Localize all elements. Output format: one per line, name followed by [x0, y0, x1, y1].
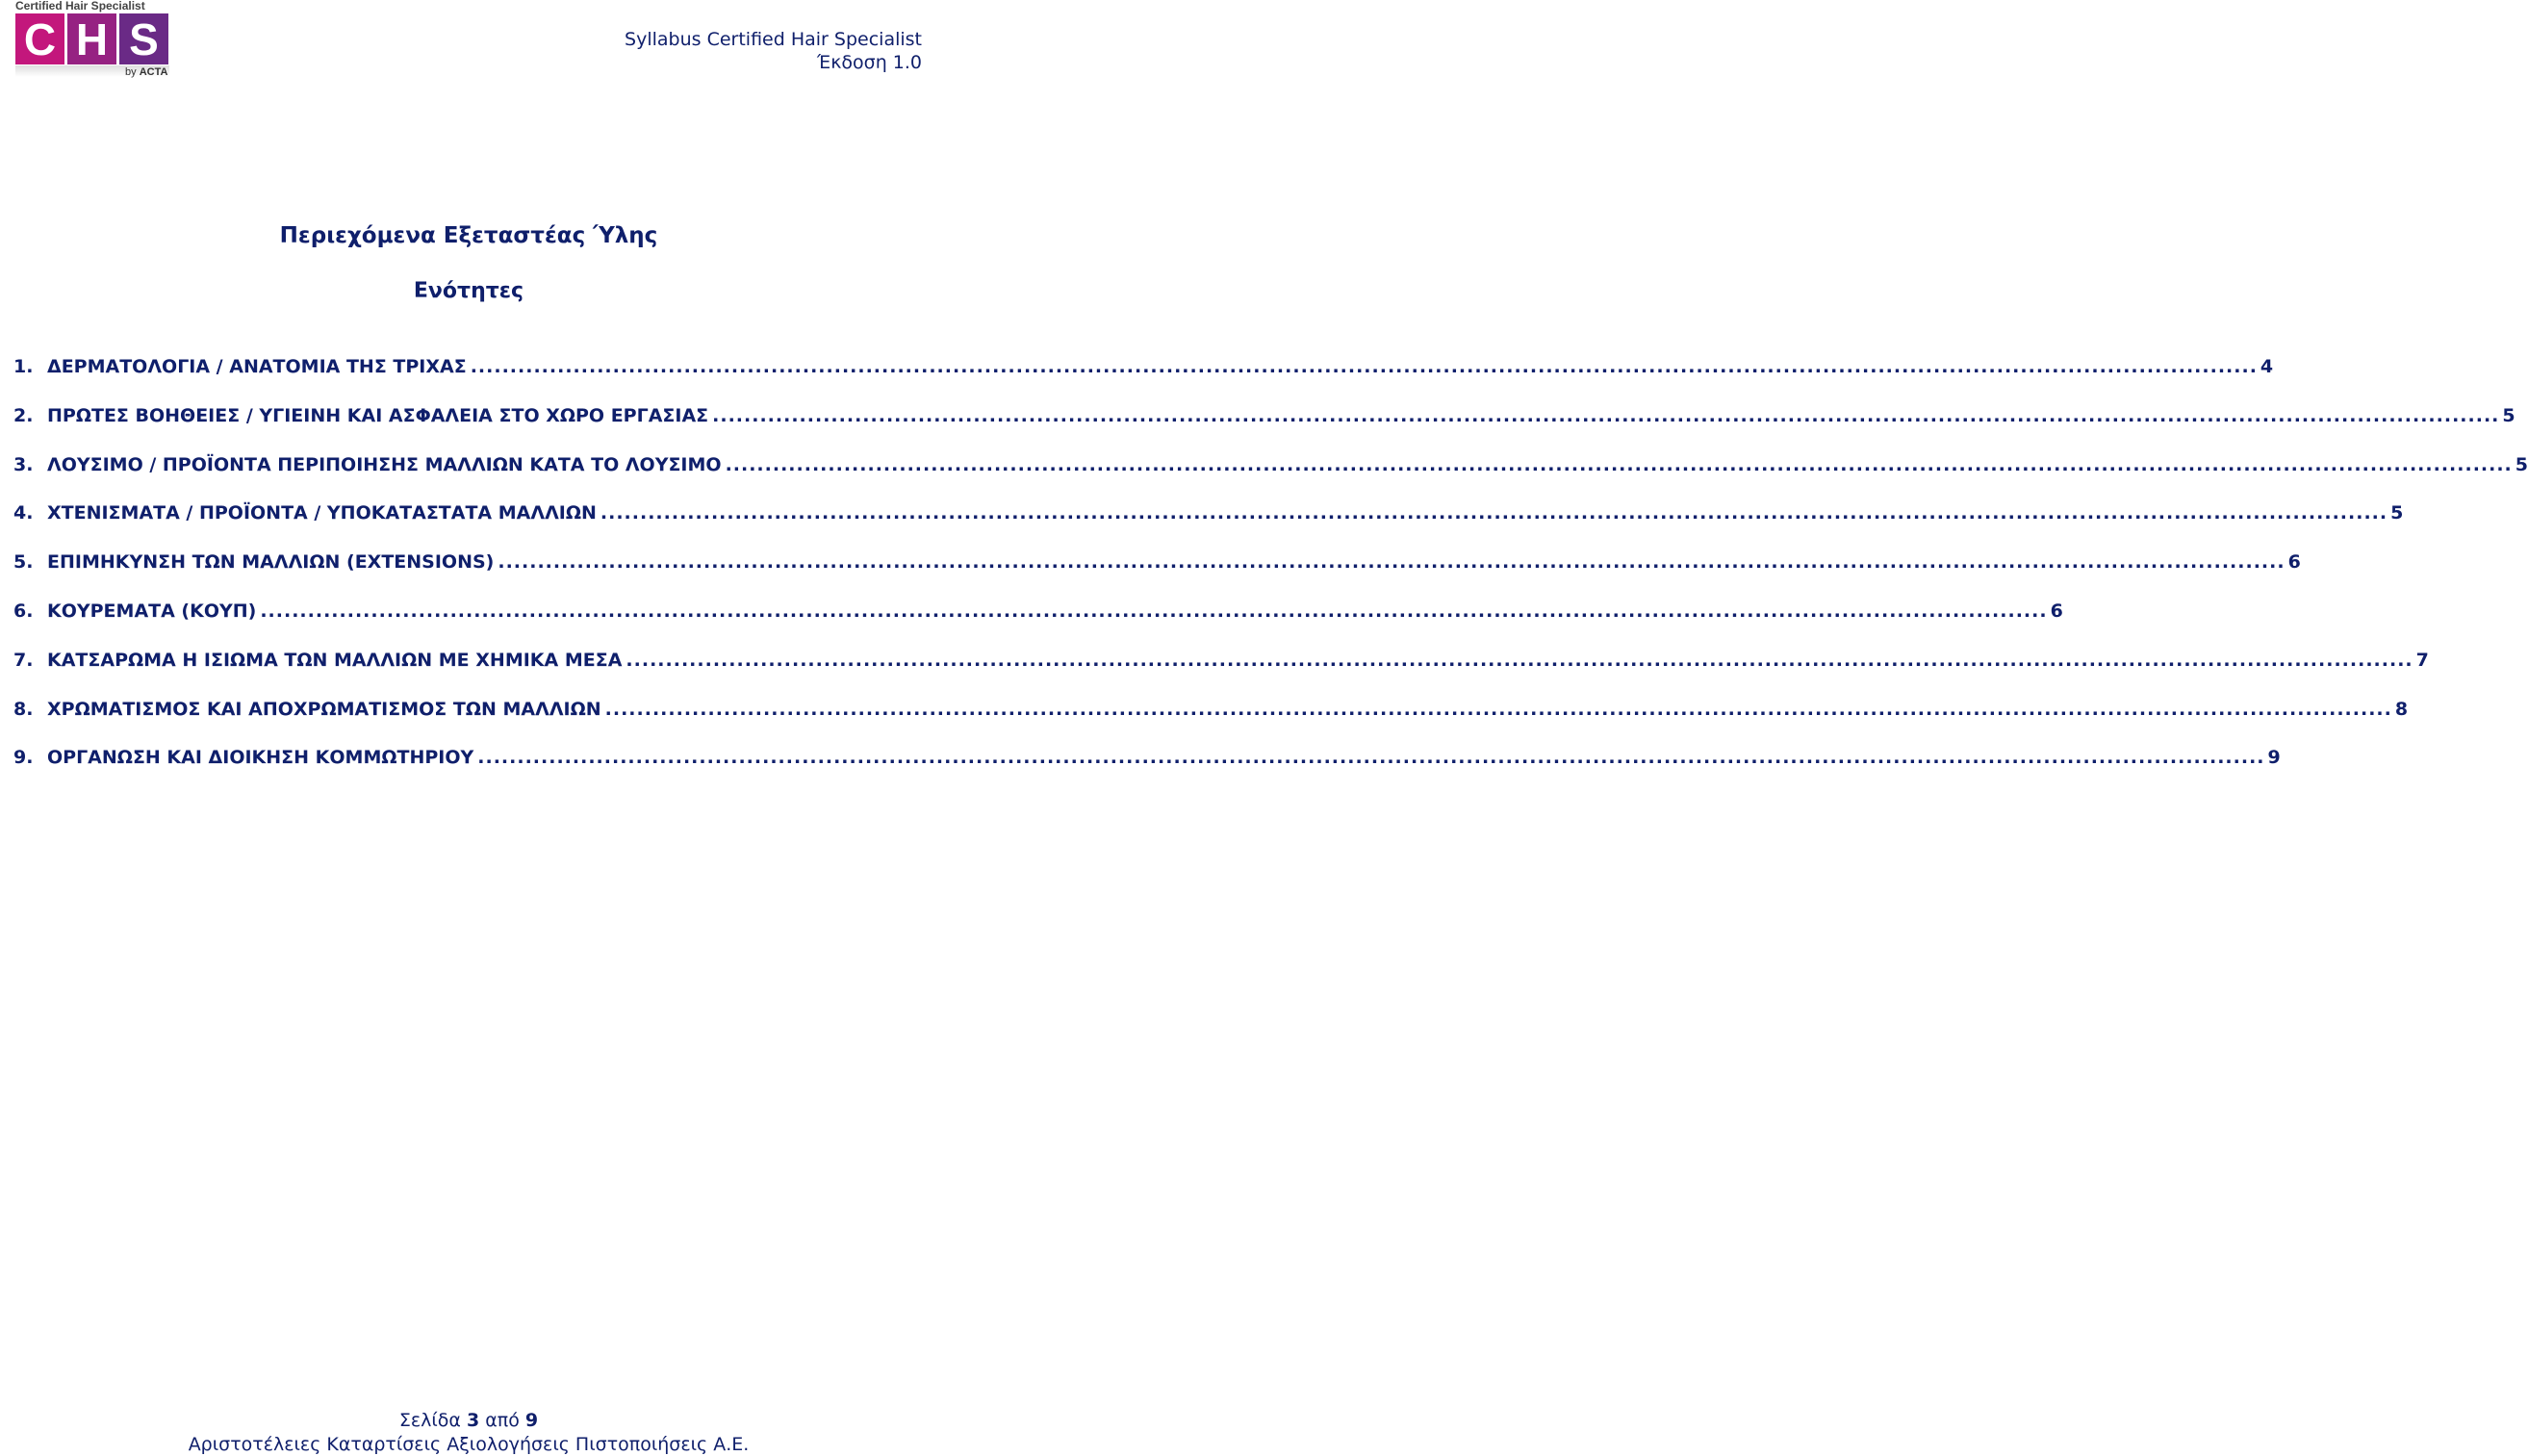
toc-entry-title: ΚΟΥΡΕΜΑΤΑ (ΚΟΥΠ) [47, 600, 257, 622]
page-title: Περιεχόμενα Εξεταστέας Ύλης [279, 223, 658, 248]
toc-dot-leader [498, 551, 2285, 573]
toc-dot-leader [712, 405, 2499, 426]
toc-entry-title: ΕΠΙΜΗΚΥΝΣΗ ΤΩΝ ΜΑΛΛΙΩΝ (EXTENSIONS) [47, 551, 495, 574]
toc-entry-page: 5 [2502, 404, 2515, 426]
page-number-total: 9 [524, 1410, 539, 1431]
toc-entry-1[interactable] [13, 356, 2274, 405]
page-number-current: 3 [467, 1410, 480, 1431]
toc-dot-leader [477, 747, 2264, 768]
toc-entry-page: 5 [2390, 502, 2404, 524]
page-number-prefix: Σελίδα [398, 1410, 461, 1431]
toc-entry-number: 2. [13, 404, 34, 426]
toc-entry-title: ΧΤΕΝΙΣΜΑΤΑ / ΠΡΟΪΟΝΤΑ / ΥΠΟΚΑΤΑΣΤΑΤΑ ΜΑΛΛΙΩΝ [47, 502, 597, 524]
toc-entry-3[interactable] [13, 453, 2528, 503]
header-version: Έκδοση 1.0 [817, 52, 922, 73]
toc-entry-title: ΠΡΩΤΕΣ ΒΟΗΘΕΙΕΣ / ΥΓΙΕΙΝΗ ΚΑΙ ΑΣΦΑΛΕΙΑ ΣΤΟ ΧΩΡΟ ΕΡΓΑΣΙΑΣ [47, 404, 709, 426]
toc-dot-leader [726, 454, 2513, 475]
logo-caption: Certified Hair Specialist [15, 0, 145, 13]
toc-entry-9[interactable] [13, 747, 2281, 796]
toc-dot-leader [471, 356, 2258, 377]
section-subtitle: Ενότητες [413, 279, 524, 303]
footer-company: Αριστοτέλειες Καταρτίσεις Αξιολογήσεις Πιστοποιήσεις Α.Ε. [188, 1434, 750, 1455]
toc-entry-2[interactable] [13, 404, 2515, 454]
chs-logo [15, 0, 175, 81]
toc-entry-4[interactable] [13, 502, 2404, 551]
toc-entry-title: ΛΟΥΣΙΜΟ / ΠΡΟΪΟΝΤΑ ΠΕΡΙΠΟΙΗΣΗΣ ΜΑΛΛΙΩΝ ΚΑΤΑ ΤΟ ΛΟΥΣΙΜΟ [47, 453, 722, 475]
toc-entry-page: 5 [2515, 453, 2528, 475]
toc-entry-number: 5. [13, 551, 34, 574]
toc-entry-number: 6. [13, 600, 34, 622]
toc-entry-5[interactable] [13, 551, 2301, 600]
logo-letter-s: S [119, 13, 168, 64]
toc-entry-number: 1. [13, 356, 34, 377]
logo-by-brand: ACTA [139, 66, 168, 78]
logo-letters [15, 13, 168, 64]
toc-entry-page: 6 [2050, 600, 2063, 622]
toc-entry-number: 9. [13, 747, 34, 769]
toc-entry-page: 4 [2260, 356, 2274, 377]
toc-entry-page: 9 [2267, 747, 2281, 769]
header-syllabus-title: Syllabus Certified Hair Specialist [625, 29, 922, 50]
toc-entry-page: 8 [2394, 698, 2409, 720]
page-number [0, 1410, 937, 1431]
toc-entry-number: 7. [13, 649, 34, 671]
toc-entry-title: ΟΡΓΑΝΩΣΗ ΚΑΙ ΔΙΟΙΚΗΣΗ ΚΟΜΜΩΤΗΡΙΟΥ [47, 747, 474, 769]
toc-dot-leader [626, 650, 2413, 671]
document-header [625, 28, 922, 74]
toc-entry-7[interactable] [13, 649, 2429, 699]
toc-entry-title: ΔΕΡΜΑΤΟΛΟΓΙΑ / ΑΝΑΤΟΜΙΑ ΤΗΣ ΤΡΙΧΑΣ [47, 356, 467, 377]
logo-letter-c: C [15, 13, 64, 64]
logo-letter-h: H [67, 13, 116, 64]
toc-entry-page: 7 [2415, 649, 2429, 671]
toc-entry-number: 8. [13, 698, 34, 720]
toc-dot-leader [600, 502, 2388, 524]
toc-dot-leader [605, 699, 2392, 720]
toc-entry-6[interactable] [13, 600, 2063, 650]
toc-entry-page: 6 [2287, 551, 2301, 574]
toc-entry-number: 3. [13, 453, 34, 475]
logo-by-acta [125, 66, 167, 78]
logo-by-prefix: by [125, 66, 137, 78]
toc-entry-title: ΧΡΩΜΑΤΙΣΜΟΣ ΚΑΙ ΑΠΟΧΡΩΜΑΤΙΣΜΟΣ ΤΩΝ ΜΑΛΛΙΩΝ [47, 698, 601, 720]
page-number-mid: από [485, 1410, 520, 1431]
toc-dot-leader [260, 600, 2047, 622]
toc-entry-title: ΚΑΤΣΑΡΩΜΑ Η ΙΣΙΩΜΑ ΤΩΝ ΜΑΛΛΙΩΝ ΜΕ ΧΗΜΙΚΑ ΜΕΣΑ [47, 649, 623, 671]
toc-entry-8[interactable] [13, 698, 2409, 748]
toc-entry-number: 4. [13, 502, 34, 524]
table-of-contents [13, 356, 2528, 796]
